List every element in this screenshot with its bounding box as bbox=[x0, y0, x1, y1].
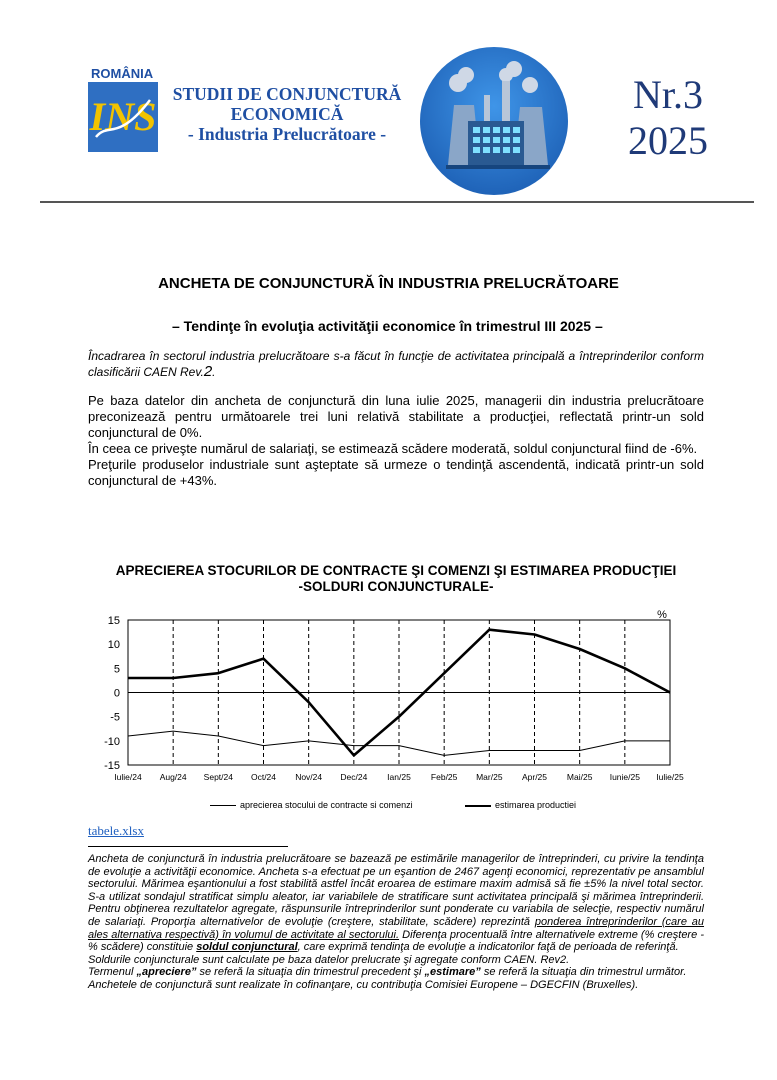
y-tick-label: 10 bbox=[107, 639, 120, 652]
x-tick-label: Nov/24 bbox=[295, 772, 323, 782]
legend-series-1 bbox=[210, 800, 413, 810]
y-tick-label: -5 bbox=[110, 711, 120, 724]
y-tick-label: 15 bbox=[107, 615, 120, 627]
y-tick-label: -15 bbox=[104, 760, 120, 772]
y-tick-label: 0 bbox=[113, 687, 120, 700]
page-title: ANCHETA DE CONJUNCTURĂ ÎN INDUSTRIA PRELUCRĂTOARE bbox=[158, 275, 619, 292]
summary-text bbox=[88, 393, 704, 489]
y-tick-label: -10 bbox=[104, 735, 120, 748]
issue-label bbox=[593, 72, 743, 164]
footnote-methodology bbox=[88, 853, 704, 954]
methodology-footnote bbox=[88, 853, 704, 992]
masthead bbox=[88, 60, 753, 205]
ins-logo bbox=[88, 82, 158, 152]
x-tick-label: Mar/25 bbox=[476, 772, 503, 782]
footnote-part: Ancheta de conjunctură în industria prelucrătoare se bazează pe estimările managerilor de întreprinderi, cu privire la tendinţa de evoluţie a activităţii economice. Ancheta s-a efectuat pe un eşantion de 2467 agenţi economici, reprezentativ pe ansamblul sectorului. Mărimea eşantionului a fost stabilită astfel încât eroarea de estimare maxim admisă să fie ±5% la nivel total sector. S-a utilizat sondajul stratificat simplu aleator, iar variabilele de stratificare sunt activitatea principală şi mărimea întreprinderii. Pentru obţinerea rezultatelor agregate, răspunsurile întreprinderilor sunt ponderate cu variabila de selecţie, respectiv numărul de salariaţi. Proporţia alternativelor de evoluţie (creştere, stabilitate, scădere) reprezintă bbox=[88, 853, 704, 928]
paragraph-employees: În ceea ce priveşte numărul de salariaţi, se estimează scădere moderată, soldul conjunctural fiind de -6%. bbox=[88, 441, 698, 456]
factory-emblem bbox=[418, 45, 570, 197]
footnote-caen: Soldurile conjuncturale sunt calculate pe baza datelor prelucrate şi agregate conform CAEN. Rev2. bbox=[88, 953, 570, 966]
footnote-part: , care exprimă tendinţa de evoluţie a indicatorilor faţă de perioada de referinţă. bbox=[297, 941, 679, 954]
logo-text: INS bbox=[89, 94, 157, 139]
x-tick-label: Aug/24 bbox=[159, 772, 187, 782]
legend-label-1: aprecierea stocului de contracte si comenzi bbox=[240, 800, 413, 810]
x-tick-label: Iulie/24 bbox=[114, 772, 142, 782]
intro-note bbox=[88, 348, 704, 380]
country-label: ROMÂNIA bbox=[91, 66, 154, 81]
paragraph-production: Pe baza datelor din ancheta de conjunctură din luna iulie 2025, managerii din industria prelucrătoare preconizează pentru următoarele trei luni relativă stabilitate a producţiei, reflectată printr-un sold conjunctural de 0%. bbox=[88, 393, 704, 440]
issue-number: Nr.3 bbox=[633, 72, 703, 117]
footnote-keyword: soldul conjunctural bbox=[196, 941, 298, 954]
footnote-terms bbox=[88, 966, 704, 979]
x-tick-label: Oct/24 bbox=[250, 772, 277, 782]
x-tick-label: Apr/25 bbox=[521, 772, 548, 782]
publication-title bbox=[162, 84, 412, 144]
unit-label: % bbox=[657, 609, 667, 621]
x-tick-label: Sept/24 bbox=[203, 772, 233, 782]
x-tick-label: Ian/25 bbox=[387, 772, 411, 782]
chart-title bbox=[88, 563, 704, 595]
issue-year: 2025 bbox=[628, 118, 708, 163]
intro-text: Încadrarea în sectorul industria prelucrătoare s-a făcut în funcţie de activitatea principală a întreprinderilor conform clasificării CAEN Rev. bbox=[88, 349, 704, 379]
ins-logo-icon bbox=[88, 82, 158, 152]
y-tick-label: 5 bbox=[113, 663, 120, 676]
legend-series-2 bbox=[465, 800, 576, 810]
footnote-divider bbox=[88, 846, 288, 847]
footnote-underlined: ponderea întreprinderilor (care au ales alternativa respectivă) în volumul de activitate al sectorului. bbox=[88, 915, 705, 941]
x-tick-label: Mai/25 bbox=[566, 772, 593, 782]
balance-chart bbox=[88, 605, 688, 800]
publication-title-line2: ECONOMICĂ bbox=[230, 104, 344, 124]
publication-title-line3: - Industria Prelucrătoare - bbox=[187, 124, 387, 144]
chart-title-line1: APRECIEREA STOCURILOR DE CONTRACTE ŞI COMENZI ŞI ESTIMAREA PRODUCŢIEI bbox=[115, 563, 677, 578]
footnote-term-estimare: „estimare” bbox=[424, 966, 481, 979]
paragraph-prices: Preţurile produselor industriale sunt aşteptate să urmeze o tendinţă ascendentă, indicată printr-un sold conjunctural de +43%. bbox=[88, 457, 704, 488]
factory-icon bbox=[418, 45, 570, 197]
header-divider bbox=[40, 201, 754, 203]
page-subtitle: – Tendinţe în evoluţia activităţii economice în trimestrul III 2025 – bbox=[172, 318, 603, 334]
intro-end: . bbox=[212, 365, 216, 379]
intro-rev: 2 bbox=[203, 363, 213, 380]
footnote-part: se referă la situaţia din trimestrul următor. bbox=[480, 966, 687, 979]
x-tick-label: Feb/25 bbox=[430, 772, 458, 782]
tables-link[interactable]: tabele.xlsx bbox=[88, 823, 144, 838]
legend-label-2: estimarea productiei bbox=[495, 800, 577, 810]
footnote-term-apreciere: „apreciere” bbox=[136, 966, 197, 979]
x-tick-label: Iunie/25 bbox=[609, 772, 640, 782]
chart-title-line2: -SOLDURI CONJUNCTURALE- bbox=[298, 579, 494, 594]
legend-line-thin bbox=[210, 805, 236, 806]
x-tick-label: Iulie/25 bbox=[656, 772, 684, 782]
publication-title-line1: STUDII DE CONJUNCTURĂ bbox=[172, 84, 402, 104]
legend-line-thick bbox=[465, 805, 491, 807]
footnote-funding: Anchetele de conjunctură sunt realizate în cofinanţare, cu contribuţia Comisiei Europene – DGECFIN (Bruxelles). bbox=[88, 978, 639, 991]
footnote-part: se referă la situaţia din trimestrul precedent şi bbox=[196, 966, 425, 979]
footnote-part: Diferenţa procentuală între alternativele extreme (% creştere - % scădere) constituie bbox=[88, 928, 704, 954]
footnote-part: Termenul bbox=[88, 966, 137, 979]
x-tick-label: Dec/24 bbox=[340, 772, 368, 782]
